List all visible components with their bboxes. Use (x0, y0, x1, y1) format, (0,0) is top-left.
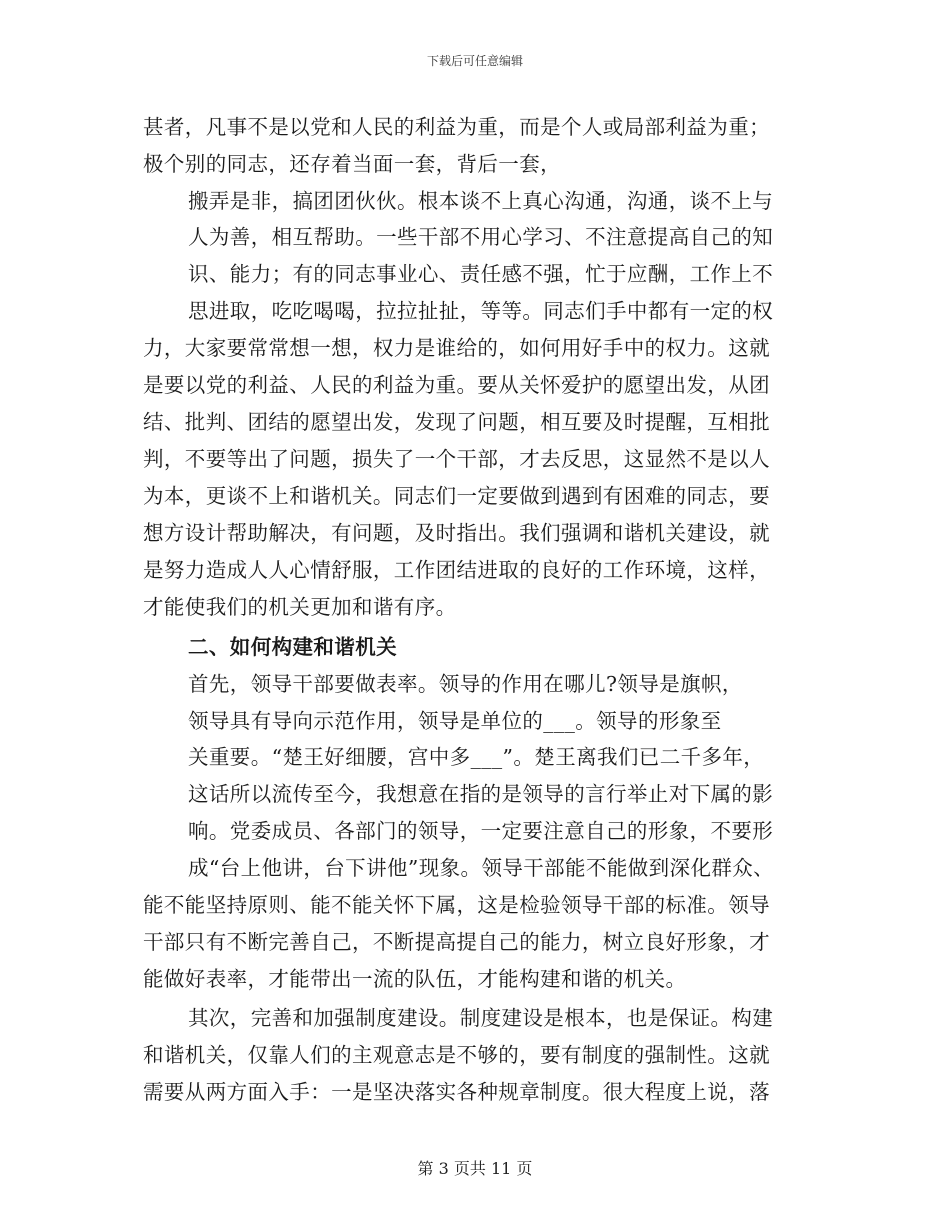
text-line: 极个别的同志，还存着当面一套，背后一套， (143, 152, 561, 176)
text-line: 干部只有不断完善自己，不断提高提自己的能力，树立良好形象，才 (143, 930, 770, 954)
text-line: 是努力造成人人心情舒服，工作团结进取的良好的工作环境，这样， (143, 558, 770, 582)
text-line: 人为善，相互帮助。一些干部不用心学习、不注意提高自己的知 (188, 225, 774, 249)
text-line: 能做好表率，才能带出一流的队伍，才能构建和谐的机关。 (143, 967, 687, 991)
text-line: 需要从两方面入手：一是坚决落实各种规章制度。很大程度上说，落 (143, 1080, 770, 1104)
section-heading: 二、如何构建和谐机关 (188, 635, 397, 659)
page-header: 下载后可任意编辑 (426, 54, 523, 68)
text-line: 是要以党的利益、人民的利益为重。要从关怀爱护的愿望出发，从团 (143, 373, 770, 397)
text-line: 这话所以流传至今，我想意在指的是领导的言行举止对下属的影 (188, 782, 774, 806)
text-line: 其次，完善和加强制度建设。制度建设是根本，也是保证。构建 (188, 1006, 774, 1030)
text-line: 领导具有导向示范作用，领导是单位的___。领导的形象至 (188, 709, 722, 733)
text-line: 首先，领导干部要做表率。领导的作用在哪儿?领导是旗帜， (188, 672, 743, 696)
text-line: 想方设计帮助解决，有问题，及时指出。我们强调和谐机关建设，就 (143, 521, 770, 545)
text-line: 和谐机关，仅靠人们的主观意志是不够的，要有制度的强制性。这就 (143, 1043, 770, 1067)
text-line: 才能使我们的机关更加和谐有序。 (143, 595, 457, 619)
text-line: 思进取，吃吃喝喝，拉拉扯扯，等等。同志们手中都有一定的权 (188, 299, 774, 323)
text-line: 关重要。“楚王好细腰，宫中多___”。楚王离我们已二千多年， (188, 745, 765, 769)
text-line: 能不能坚持原则、能不能关怀下属，这是检验领导干部的标准。领导 (143, 893, 770, 917)
text-line: 判，不要等出了问题，损失了一个干部，才去反思，这显然不是以人 (143, 447, 770, 471)
page-footer: 第 3 页共 11 页 (417, 1159, 533, 1178)
text-line: 响。党委成员、各部门的领导，一定要注意自己的形象，不要形 (188, 819, 774, 843)
text-line: 搬弄是非，搞团团伙伙。根本谈不上真心沟通，沟通，谈不上与 (188, 189, 774, 213)
text-line: 结、批判、团结的愿望出发，发现了问题，相互要及时提醒，互相批 (143, 410, 770, 434)
text-line: 为本，更谈不上和谐机关。同志们一定要做到遇到有困难的同志，要 (143, 484, 770, 508)
text-line: 甚者，凡事不是以党和人民的利益为重，而是个人或局部利益为重； (143, 115, 770, 139)
text-line: 力，大家要常常想一想，权力是谁给的，如何用好手中的权力。这就 (143, 336, 770, 360)
text-line: 识、能力；有的同志事业心、责任感不强，忙于应酬，工作上不 (188, 262, 774, 286)
text-line: 成“台上他讲，台下讲他”现象。领导干部能不能做到深化群众、 (188, 856, 775, 880)
